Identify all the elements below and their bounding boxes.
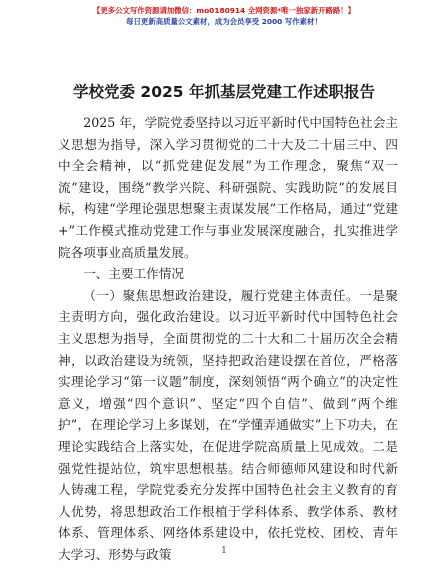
promo-banner-line-2: 每日更新高质量公文素材，成为会员享受 2000 写作素材！ bbox=[126, 17, 322, 26]
section-heading: 一、主要工作情况 bbox=[83, 266, 184, 282]
intro-paragraph: 2025 年，学院党委坚持以习近平新时代中国特色社会主义思想为指导，深入学习贯彻党的二十大及二十届三中、四中全会精神，以“抓党建促发展”为工作理念，聚焦“双一流”建设，围绕“教学兴院、科研强院、实践助院”的发展目标，构建“学理论强思想聚主责谋发展”工作格局，通过“党建+”工作模式推动党建工作与事业发展深度融合，扎实推进学院各项事业高质量发展。 bbox=[58, 115, 398, 260]
promo-banner-line-1: 【更多公文写作资源请加微信：mo0180914 全网资源*唯一独家新开路路！】 bbox=[92, 6, 356, 15]
document-title: 学校党委 2025 年抓基层党建工作述职报告 bbox=[73, 83, 375, 101]
document-body bbox=[58, 112, 398, 565]
page-number: 1 bbox=[221, 546, 227, 556]
body-paragraph: （一）聚焦思想政治建设，履行党建主体责任。一是聚主责明方向，强化政治建设。以习近平新时代中国特色社会主义思想为指导，全面贯彻党的二十大和二十届历次全会精神，以政治建设为统领，坚持把政治建设摆在首位，严格落实理论学习“第一议题”制度，深刻领悟“两个确立”的决定性意义，增强“四个意识”、坚定“四个自信”、做到“两个维护”，在理论学习上多谋划，在“学懂弄通做实”上下功夫，在理论实践结合上落实处，在促进学院高质量上见成效。二是强党性提站位，筑牢思想根基。结合师德师风建设和时代新人铸魂工程，学院党委充分发挥中国特色社会主义教育的育人优势，将思想政治工作根植于学科体系、教学体系、教材体系、管理体系、网络体系建设中，依托党校、团校、青年大学习、形势与政策 bbox=[58, 287, 398, 562]
